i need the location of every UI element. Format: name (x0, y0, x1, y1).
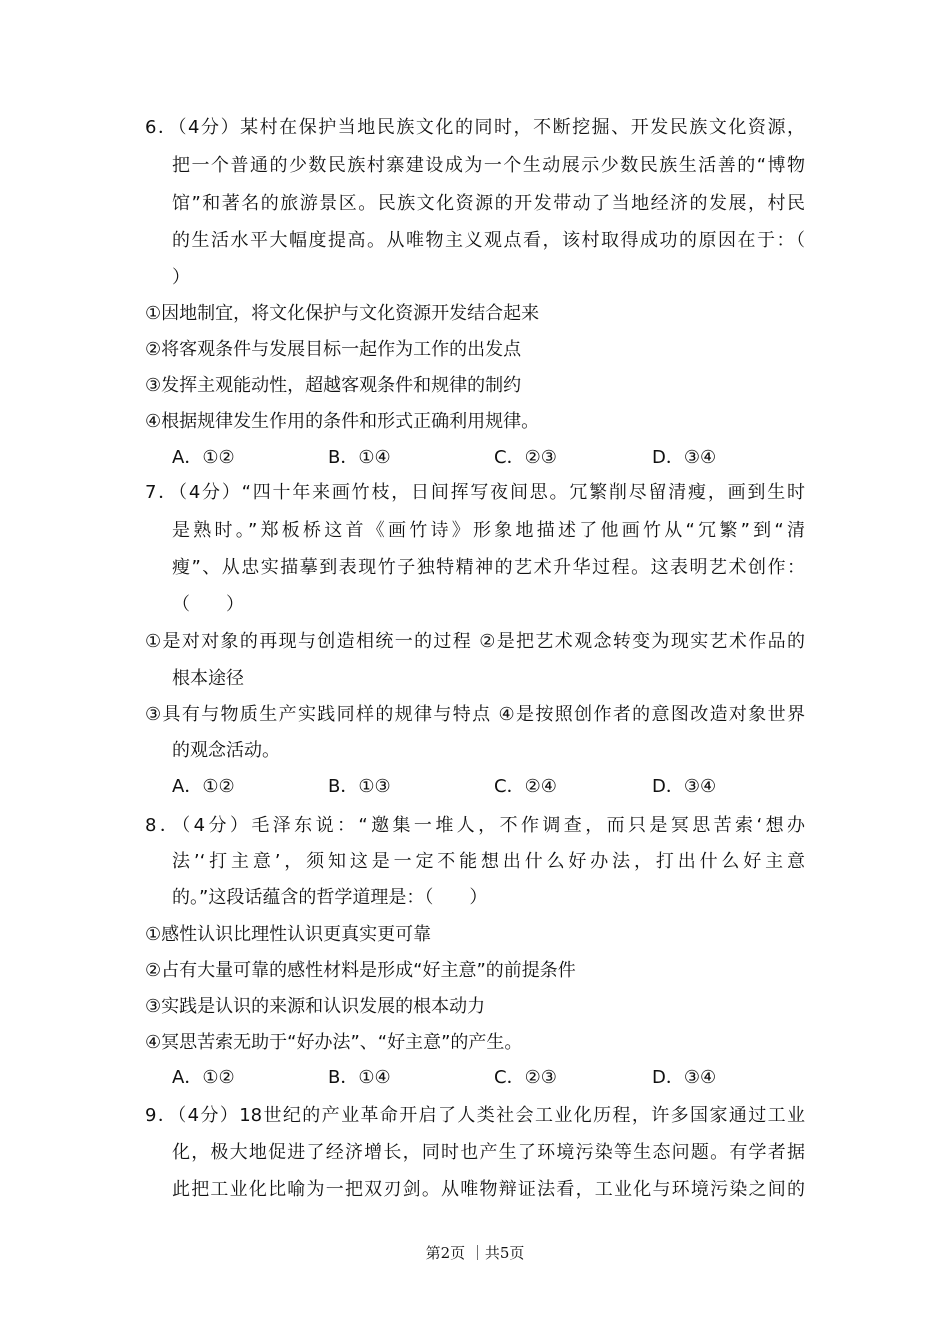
page-footer: 第2页 ｜共5页 (425, 1244, 525, 1262)
option-a: A．①② (172, 1067, 235, 1088)
statement-item: ③发挥主观能动性，超越客观条件和规律的制约 (145, 375, 522, 396)
statement-item: ①感性认识比理性认识更真实更可靠 (145, 924, 432, 945)
option-a: A．①② (172, 776, 235, 797)
question-stem-line: 6．（4分）某村在保护当地民族文化的同时，不断挖掘、开发民族文化资源， (145, 117, 805, 138)
option-b: B．①④ (328, 447, 391, 468)
option-d: D．③④ (652, 1067, 717, 1088)
statement-item: 的观念活动。 (172, 740, 280, 761)
question-stem-line: 8．（4分）毛泽东说：“邀集一堆人，不作调查，而只是冥思苦索‘想办 (145, 815, 805, 836)
statement-item: ④冥思苦索无助于“好办法”、“好主意”的产生。 (145, 1032, 523, 1053)
statement-item: ③具有与物质生产实践同样的规律与特点 ④是按照创作者的意图改造对象世界 (145, 704, 805, 725)
question-stem-line: （ ） (172, 594, 244, 615)
statement-item: ①是对对象的再现与创造相统一的过程 ②是把艺术观念转变为现实艺术作品的 (145, 631, 805, 652)
option-c: C．②③ (494, 447, 557, 468)
question-stem-line: 法’‘打主意’，须知这是一定不能想出什么好办法，打出什么好主意 (172, 851, 805, 872)
question-stem-line: 的生活水平大幅度提高。从唯物主义观点看，该村取得成功的原因在于：（ (172, 230, 805, 251)
option-b: B．①④ (328, 1067, 391, 1088)
option-c: C．②④ (494, 776, 557, 797)
statement-item: 根本途径 (172, 668, 244, 689)
question-stem-line: 是熟时。”郑板桥这首《画竹诗》形象地描述了他画竹从“冗繁”到“清 (172, 520, 805, 541)
question-stem-line: 化，极大地促进了经济增长，同时也产生了环境污染等生态问题。有学者据 (172, 1142, 805, 1163)
question-stem-line: 馆”和著名的旅游景区。民族文化资源的开发带动了当地经济的发展，村民 (172, 193, 805, 214)
question-stem-line: 瘦”、从忠实描摹到表现竹子独特精神的艺术升华过程。这表明艺术创作： (172, 557, 805, 578)
question-stem-line: 把一个普通的少数民族村寨建设成为一个生动展示少数民族生活善的“博物 (172, 155, 805, 176)
statement-item: ①因地制宜，将文化保护与文化资源开发结合起来 (145, 303, 540, 324)
option-a: A．①② (172, 447, 235, 468)
statement-item: ④根据规律发生作用的条件和形式正确利用规律。 (145, 411, 540, 432)
option-b: B．①③ (328, 776, 391, 797)
question-stem-line: 7．（4分）“四十年来画竹枝，日间挥写夜间思。冗繁削尽留清瘦，画到生时 (145, 482, 805, 503)
option-d: D．③④ (652, 447, 717, 468)
option-c: C．②③ (494, 1067, 557, 1088)
statement-item: ③实践是认识的来源和认识发展的根本动力 (145, 996, 486, 1017)
statement-item: ②占有大量可靠的感性材料是形成“好主意”的前提条件 (145, 960, 576, 981)
option-d: D．③④ (652, 776, 717, 797)
question-stem-line: 9．（4分）18世纪的产业革命开启了人类社会工业化历程，许多国家通过工业 (145, 1105, 805, 1126)
question-stem-line: 的。”这段话蕴含的哲学道理是：（ ） (172, 887, 488, 908)
question-stem-line: ） (172, 267, 190, 288)
statement-item: ②将客观条件与发展目标一起作为工作的出发点 (145, 339, 522, 360)
question-stem-line: 此把工业化比喻为一把双刃剑。从唯物辩证法看，工业化与环境污染之间的 (172, 1179, 805, 1200)
